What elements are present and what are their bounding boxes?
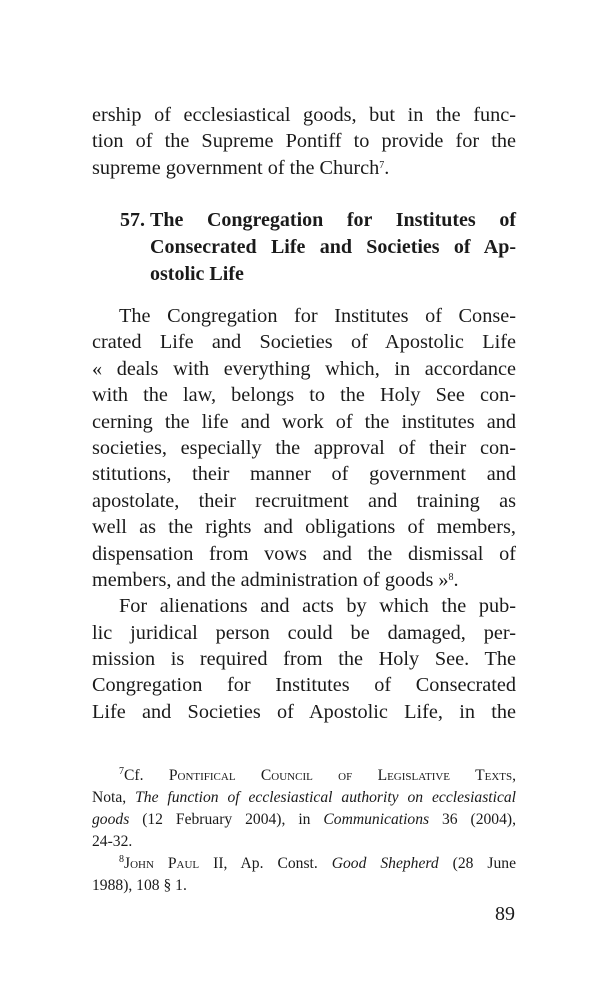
footnotes: [92, 765, 516, 897]
text-line: mission is required from the Holy See. The: [92, 648, 516, 671]
footnote-line: [92, 787, 516, 809]
text-line: The Congregation for Institutes of Conse-: [119, 305, 516, 327]
footnote-7: [92, 765, 516, 787]
text-line: members, and the administration of goods »$^8$.: [92, 568, 459, 591]
author: Pontifical Council of Legislative Texts,: [168, 767, 516, 784]
footnote-ref[interactable]: 7: [379, 159, 385, 171]
text-line: supreme government of the Church$^7$.: [92, 156, 390, 179]
text-line: cerning the life and work of the institutes and: [92, 410, 516, 433]
footnote-mark: 8: [119, 854, 124, 865]
footnote-8: [92, 853, 516, 875]
title: The function of ecclesiastical authority on ecclesiastical: [135, 789, 516, 806]
text-line: well as the rights and obligations of members,: [92, 516, 516, 539]
footnote-line: 1988), 108 § 1.: [92, 877, 187, 894]
text: (28 June: [438, 855, 517, 872]
text-line: crated Life and Societies of Apostolic Life: [92, 331, 516, 354]
text: supreme government of the Church: [92, 156, 380, 179]
title: Good Shepherd: [331, 855, 439, 872]
intro-paragraph: [92, 102, 516, 181]
text-line: lic juridical person could be damaged, per-: [92, 621, 516, 644]
paragraph-1: [92, 303, 516, 725]
text-line: tion of the Supreme Pontiff to provide for the: [92, 130, 516, 153]
text-line: « deals with everything which, in accordance: [92, 357, 516, 380]
title: goods: [92, 811, 130, 828]
text: (12 February 2004), in: [129, 811, 324, 828]
footnote-ref[interactable]: 8: [448, 571, 454, 583]
heading-line: ostolic Life: [150, 263, 244, 285]
text-line: Congregation for Institutes of Consecrated: [92, 674, 516, 697]
text: , Ap. Const.: [223, 855, 332, 872]
text: 36 (2004),: [429, 811, 516, 828]
author: John Paul II: [124, 855, 224, 872]
page-number: 89: [495, 903, 515, 925]
heading-text: The Congregation for Institutes of: [150, 209, 516, 231]
footnote-line: 24-32.: [92, 833, 133, 850]
text: Nota,: [92, 789, 136, 806]
footnote-mark: 7: [119, 766, 124, 777]
text-line: Life and Societies of Apostolic Life, in the: [92, 700, 516, 723]
text-line: ership of ecclesiastical goods, but in the func-: [92, 104, 516, 126]
heading-line: Consecrated Life and Societies of Ap-: [150, 236, 516, 258]
text-line: societies, especially the approval of their con-: [92, 436, 516, 459]
text: Cf.: [124, 767, 169, 784]
text-line: apostolate, their recruitment and training as: [92, 489, 516, 512]
heading-line: [120, 207, 516, 234]
journal: Communications: [323, 811, 430, 828]
section-heading: [120, 207, 516, 288]
text: members, and the administration of goods »: [92, 568, 449, 591]
text-line: For alienations and acts by which the pub-: [119, 595, 516, 618]
text-line: dispensation from vows and the dismissal of: [92, 542, 516, 565]
section-number: 57.: [120, 209, 145, 231]
text-line: with the law, belongs to the Holy See con-: [92, 384, 516, 407]
footnote-line: [92, 809, 516, 831]
text-line: stitutions, their manner of government and: [92, 463, 516, 486]
